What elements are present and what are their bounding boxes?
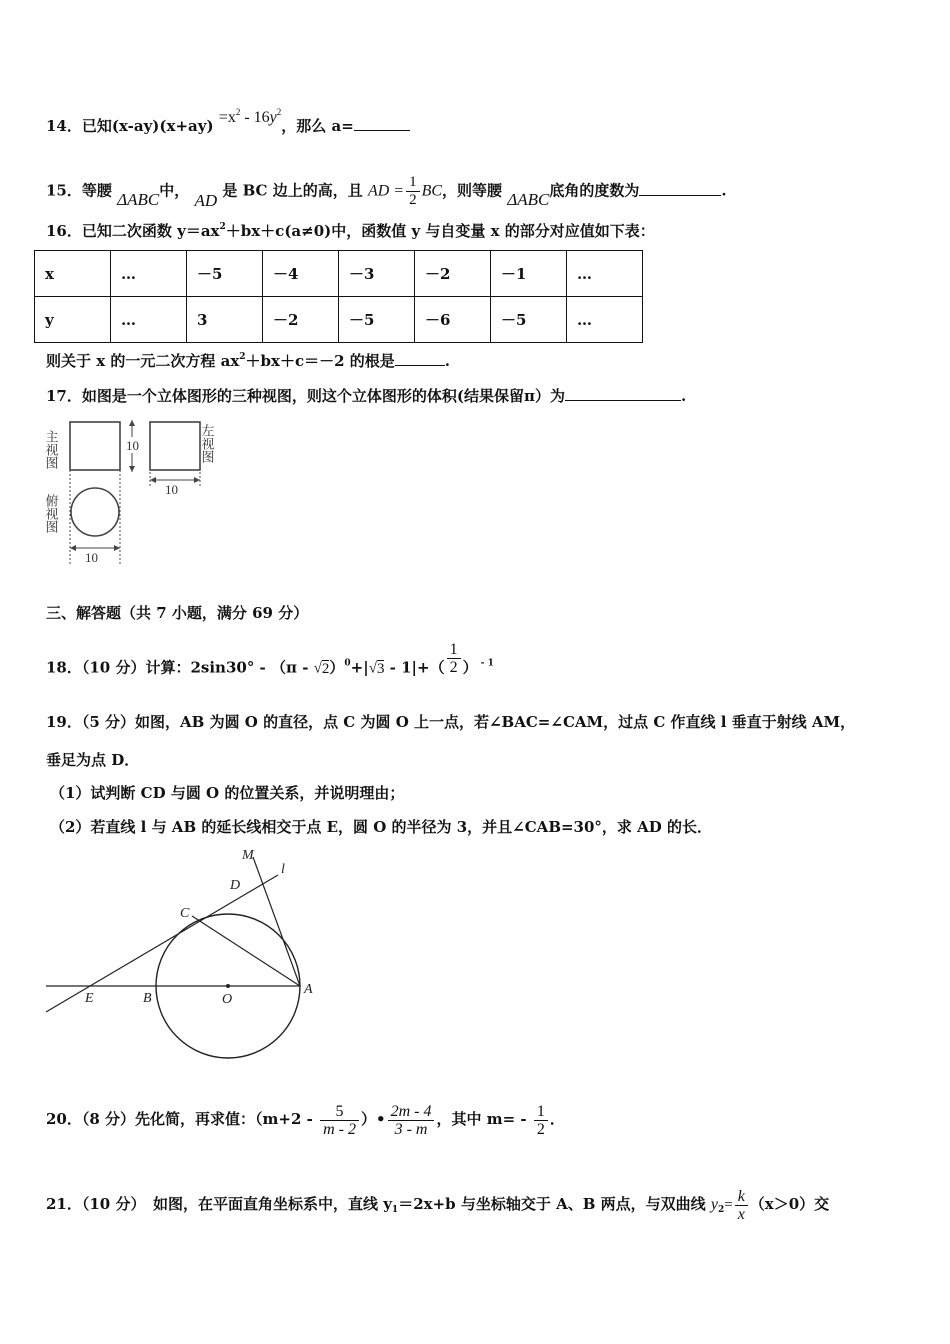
q21-fraction — [735, 1188, 748, 1223]
q15-eq-left: AD = — [367, 182, 405, 200]
q14-text2: ，那么 a= — [281, 117, 354, 135]
q15-period: . — [721, 181, 727, 200]
q21-eq: = — [724, 1197, 733, 1213]
section-heading: 三、解答题（共 7 小题，满分 69 分） — [46, 604, 309, 622]
label-m: M — [242, 848, 254, 863]
label-l: l — [281, 862, 285, 877]
q18-frac-num: 1 — [449, 641, 458, 658]
q21-sub1: 1 — [391, 1205, 399, 1215]
table-cell: －2 — [263, 297, 339, 343]
table-cell: －1 — [491, 251, 567, 297]
q21-sub2: 2 — [717, 1205, 725, 1215]
q21-y2: y — [710, 1196, 718, 1213]
value-table — [34, 250, 643, 343]
q15-text-d: ，则等腰 — [442, 181, 503, 200]
label-a: A — [304, 982, 313, 997]
answer-blank[interactable] — [639, 181, 721, 196]
table-cell: －4 — [263, 251, 339, 297]
q14-coef: - 16 — [240, 109, 270, 126]
label-b: B — [143, 991, 152, 1006]
q18-radicand-1: 2 — [321, 660, 330, 677]
q16-after: 则关于 x 的一元二次方程 ax — [46, 352, 240, 370]
q21-text-c: （x＞0）交 — [749, 1195, 830, 1213]
q21-number: 21． — [46, 1195, 82, 1213]
q18-fraction — [447, 641, 461, 676]
q15-number: 15． — [46, 181, 82, 200]
top-view-label: 俯视图 — [44, 494, 59, 533]
q20-f2-num: 2m - 4 — [390, 1102, 432, 1120]
question-19 — [46, 712, 855, 732]
question-17 — [46, 386, 686, 406]
q16-number: 16． — [46, 222, 82, 240]
q20-fraction-3 — [534, 1103, 548, 1138]
table-cell: －5 — [339, 297, 415, 343]
circle-geometry-figure — [40, 844, 320, 1060]
q20-f1-den: m - 2 — [320, 1120, 359, 1138]
q15-text: 等腰 — [81, 181, 112, 200]
q21-frac-num: k — [737, 1187, 745, 1205]
table-cell: … — [567, 297, 643, 343]
q20-f3-den: 2 — [534, 1120, 548, 1138]
dim-height-label: 10 — [126, 438, 139, 453]
segment-ac — [192, 916, 300, 986]
q20-text-c: ，其中 m= - — [436, 1110, 532, 1128]
answer-blank[interactable] — [354, 116, 410, 131]
side-view-square — [150, 422, 200, 470]
top-view-circle — [71, 488, 119, 536]
q16-after-exp: 2 — [239, 352, 246, 362]
three-view-figure — [44, 414, 224, 570]
q20-number: 20． — [46, 1110, 82, 1128]
q20-f1-num: 5 — [335, 1102, 344, 1120]
table-cell: －6 — [415, 297, 491, 343]
front-view-label: 主视图 — [44, 430, 59, 469]
question-16-followup — [46, 351, 450, 371]
q14-y: y — [269, 109, 277, 126]
q15-ad: AD — [194, 190, 218, 210]
q19-part1: （1）试判断 CD 与圆 O 的位置关系，并说明理由； — [50, 784, 405, 802]
q14-exp1: 2 — [235, 107, 241, 117]
side-view-label: 左视图 — [199, 424, 215, 463]
arrow-icon — [70, 545, 76, 551]
q20-period: ． — [549, 1110, 565, 1128]
q14-formula — [219, 109, 281, 126]
q16-intro2: ＋bx＋c(a≠0)中，函数值 y 与自变量 x 的部分对应值如下表： — [225, 222, 655, 240]
table-cell: … — [111, 251, 187, 297]
q18-text-c: +| — [350, 658, 369, 677]
question-14 — [46, 107, 410, 137]
q14-x: =x — [218, 109, 236, 126]
q20-f2-den: 3 - m — [388, 1120, 435, 1138]
q18-text-b: ） — [329, 658, 345, 677]
q20-text-b: ）• — [360, 1110, 386, 1128]
q21-frac-den: x — [735, 1205, 748, 1223]
sqrt-icon: √ — [313, 660, 322, 677]
table-cell: －2 — [415, 251, 491, 297]
label-e: E — [85, 991, 94, 1006]
q18-exp0: 0 — [344, 658, 351, 669]
answer-blank[interactable] — [565, 386, 681, 401]
line-l — [46, 875, 278, 1012]
table-cell: －3 — [339, 251, 415, 297]
label-c: C — [180, 906, 190, 921]
q16-intro: 已知二次函数 y＝ax — [81, 222, 220, 240]
label-d: D — [230, 878, 241, 893]
dim-top-label: 10 — [85, 550, 98, 565]
table-cell: x — [35, 251, 111, 297]
sqrt-icon: √ — [368, 660, 377, 677]
table-row — [35, 251, 643, 297]
q21-text-b: ＝2x+b 与坐标轴交于 A、B 两点，与双曲线 — [398, 1195, 706, 1213]
arrow-icon — [150, 477, 156, 483]
answer-blank[interactable] — [395, 351, 445, 366]
q20-f3-num: 1 — [536, 1102, 545, 1120]
q16-intro-exp: 2 — [219, 222, 226, 232]
q15-frac-num: 1 — [409, 174, 417, 190]
q17-number: 17． — [46, 387, 82, 405]
q19-line1: （5 分）如图，AB 为圆 O 的直径，点 C 为圆 O 上一点，若∠BAC=∠CAM，过点 C 作直线 l 垂直于射线 AM， — [81, 713, 856, 731]
q20-fraction-2 — [388, 1103, 435, 1138]
q17-period: . — [680, 387, 687, 405]
q18-text: （10 分）计算：2sin30° - （π - — [81, 658, 314, 677]
arrow-icon — [114, 545, 120, 551]
arrow-icon — [194, 477, 200, 483]
q15-text-b: 中， — [159, 181, 190, 200]
arrow-icon — [129, 466, 135, 472]
q19-line2: 垂足为点 D． — [46, 751, 140, 769]
q15-text-e: 底角的度数为 — [549, 181, 640, 200]
q15-triangle: ΔABC — [117, 189, 160, 209]
arrow-icon — [129, 420, 135, 426]
q14-text: 已知(x-ay)(x+ay) — [81, 117, 214, 135]
q15-text-c: 是 BC 边上的高，且 — [222, 181, 363, 200]
q18-frac-den: 2 — [447, 658, 461, 676]
q19-number: 19． — [46, 713, 82, 731]
question-21 — [46, 1184, 829, 1224]
q15-frac-den: 2 — [406, 191, 420, 209]
front-view-square — [70, 422, 120, 470]
center-point — [226, 984, 230, 988]
table-cell: －5 — [187, 251, 263, 297]
dim-side-label: 10 — [165, 482, 178, 497]
question-16 — [46, 221, 655, 241]
q18-radicand-2: 3 — [376, 660, 385, 677]
table-cell: －5 — [491, 297, 567, 343]
q20-text: （8 分）先化简，再求值：（m+2 - — [81, 1110, 319, 1128]
q15-triangle-2: ΔABC — [507, 189, 550, 209]
q18-number: 18． — [46, 658, 82, 677]
question-15 — [46, 174, 727, 209]
q16-period: . — [444, 352, 451, 370]
q21-text: （10 分） 如图，在平面直角坐标系中，直线 y — [81, 1195, 392, 1213]
q15-fraction — [406, 174, 420, 209]
table-cell: 3 — [187, 297, 263, 343]
question-20 — [46, 1096, 565, 1142]
q19-part2: （2）若直线 l 与 AB 的延长线相交于点 E，圆 O 的半径为 3，并且∠CAB=30°，求 AD 的长． — [50, 818, 713, 836]
table-cell: … — [111, 297, 187, 343]
q16-after2: ＋bx＋c＝－2 的根是 — [245, 352, 395, 370]
label-o: O — [222, 992, 233, 1007]
q20-fraction-1 — [320, 1103, 359, 1138]
table-row — [35, 297, 643, 343]
q18-text-d: - 1|+（ — [384, 658, 445, 677]
q18-text-e: ） — [462, 658, 478, 677]
q14-number: 14． — [46, 117, 82, 135]
q15-eq-right: BC — [421, 182, 443, 200]
table-cell: y — [35, 297, 111, 343]
q14-exp2: 2 — [276, 107, 282, 117]
question-18 — [46, 641, 494, 686]
q17-text: 如图是一个立体图形的三种视图，则这个立体图形的体积(结果保留π）为 — [81, 387, 565, 405]
table-cell: … — [567, 251, 643, 297]
q18-exp-neg: - 1 — [477, 658, 494, 669]
